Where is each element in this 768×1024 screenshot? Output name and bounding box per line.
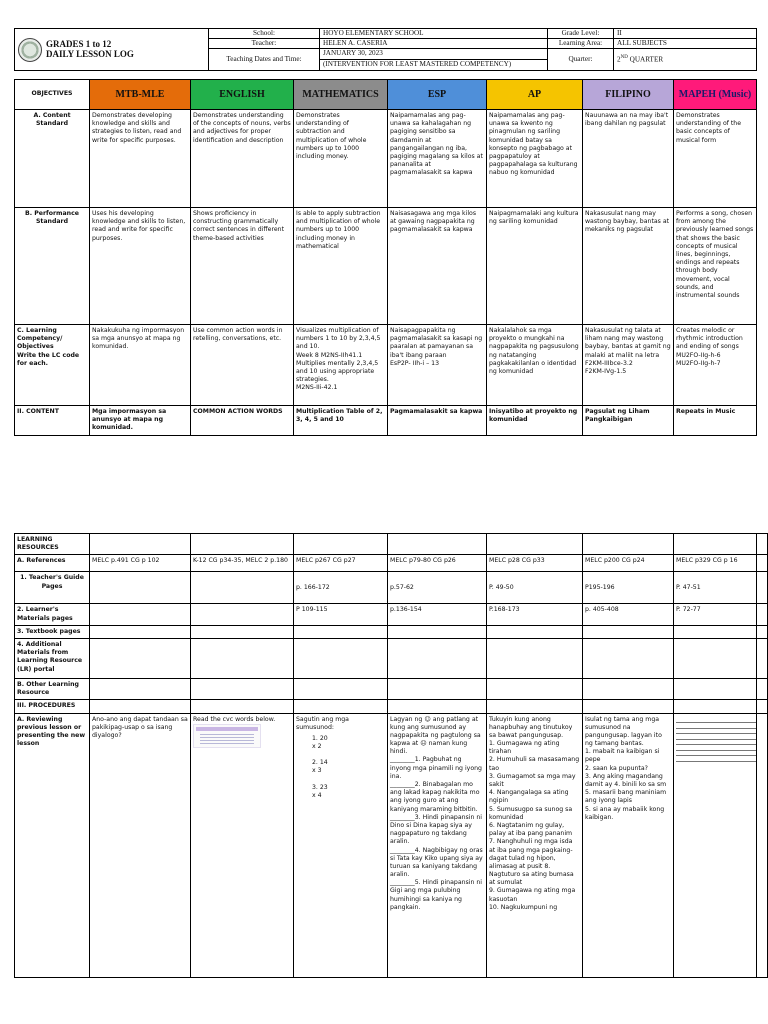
row-3-cell-4: Naisapagpapakita ng pagmamalasakit sa kasapi ng paaralan at pamayanan sa iba't ibang paraan EsP2P- IIh-i – 13 xyxy=(388,325,487,406)
row-1-cell-5: Naipamamalas ang pag-unawa sa kwento ng pinagmulan ng sariling komunidad batay sa konsepto ng pagbabago at pagpapatuloy at pagpapahalaga sa kulturang nabuo ng komunidad xyxy=(487,110,583,208)
subject-header-6: FILIPINO xyxy=(583,80,674,110)
other-resource-label: B. Other Learning Resource xyxy=(15,678,90,699)
review-math-intro: Sagutin ang mga sumusunod: xyxy=(296,715,349,731)
learning-area-value: ALL SUBJECTS xyxy=(614,39,757,49)
teaching-dates-label: Teaching Dates and Time: xyxy=(209,49,320,71)
review-filipino: Isulat ng tama ang mga sumusunod na pangungusap. lagyan ito ng tamang bantas. 1. mabait na kaibigan si pepe 2. saan ka pupunta? 3. Ang aking magandang damit ay 4. binili ko sa sm 5. masarii bang maniniam ang iyong lapis 5. si ana ay mabaiik kong kaibigan. xyxy=(583,713,674,977)
row-3-cell-3: Visualizes multiplication of numbers 1 to 10 by 2,3,4,5 and 10. Week 8 M2NS-IIh41.1 Multiplies mentally 2,3,4,5 and 10 using appropriate strategies. M2NS-IIi-42.1 xyxy=(294,325,388,406)
row-4-cell-7: Repeats in Music xyxy=(674,406,757,436)
review-ap: Tukuyin kung anong hanapbuhay ang tinutukoy sa bawat pangungusap. 1. Gumagawa ng ating tirahan 2. Humuhuli sa masasamang tao 3. Gumagamot sa mga may sakit 4. Nangangalaga sa ating ngipin 5. Sumusugpo sa sunog sa komunidad 6. Nagtatanim ng gulay, palay at iba pang pananim 7. Nanghuhuli ng mga isda at iba pang mga pagkaing-dagat tulad ng hipon, alimasag at pusit 8. Nagtuturo sa ating bumasa at sumulat 9. Gumagawa ng ating mga kasuotan 10. Nagkukumpuni ng xyxy=(487,713,583,977)
row-1-cell-6: Nauunawa an na may iba't ibang dahilan ng pagsulat xyxy=(583,110,674,208)
lesson-log-header xyxy=(14,28,756,70)
row-1-cell-2: Demonstrates understanding of the concepts of nouns, verbs and adjectives for proper identification and description xyxy=(191,110,294,208)
row-1-cell-3: Demonstrates understanding of subtraction and multiplication of whole numbers up to 1000 including money. xyxy=(294,110,388,208)
deped-seal-icon xyxy=(18,38,42,62)
review-english-text: Read the cvc words below. xyxy=(193,715,276,723)
references-label: A. References xyxy=(15,555,90,572)
learners-materials-cell-6: p. 405-408 xyxy=(583,604,674,625)
row-3-cell-6: Nakasusulat ng talata at liham nang may wastong baybay, bantas at gamit ng malaki at maliit na letra F2KM-IIIbce-3.2 F2KM-IVg-1.5 xyxy=(583,325,674,406)
row-4-cell-3: Multiplication Table of 2, 3, 4, 5 and 10 xyxy=(294,406,388,436)
row-2-cell-7: Performs a song, chosen from among the previously learned songs that shows the basic concepts of musical lines, beginnings, endings and repeats through body movement, vocal sounds, and instrumental sounds xyxy=(674,208,757,325)
reference-cell-4: MELC p79-80 CG p26 xyxy=(388,555,487,572)
subject-header-3: MATHEMATICS xyxy=(294,80,388,110)
review-mapeh xyxy=(674,713,757,977)
intervention-note: (INTERVENTION FOR LEAST MASTERED COMPETENCY) xyxy=(320,60,548,71)
learning-resources-header: LEARNING RESOURCES xyxy=(15,534,90,555)
teachers-guide-cell-1 xyxy=(90,572,191,604)
reference-cell-3: MELC p267 CG p27 xyxy=(294,555,388,572)
quarter-label: Quarter: xyxy=(548,49,614,71)
subject-header-7: MAPEH (Music) xyxy=(674,80,757,110)
teachers-guide-cell-6: P195-196 xyxy=(583,572,674,604)
resources-table xyxy=(14,533,768,978)
cvc-words-image xyxy=(193,724,261,748)
row-4-cell-2: COMMON ACTION WORDS xyxy=(191,406,294,436)
teachers-guide-label: 1. Teacher's Guide Pages xyxy=(15,572,90,604)
row-3-cell-7: Creates melodic or rhythmic introduction and ending of songs MU2FO-IIg-h-6 MU2FO-IIg-h-7 xyxy=(674,325,757,406)
reference-cell-2: K-12 CG p34-35, MELC 2 p.180 xyxy=(191,555,294,572)
review-english xyxy=(191,713,294,977)
learners-materials-cell-2 xyxy=(191,604,294,625)
row-label-2: B. Performance Standard xyxy=(15,208,90,325)
row-4-cell-6: Pagsulat ng Liham Pangkaibigan xyxy=(583,406,674,436)
row-3-cell-5: Nakalalahok sa mga proyekto o mungkahi na nagpapakita ng pagsusulong ng natatanging pagkakakilanlan o identidad ng komunidad xyxy=(487,325,583,406)
math-item-2: 2. 14 x 3 xyxy=(312,759,328,775)
subject-header-5: AP xyxy=(487,80,583,110)
learners-materials-cell-5: P.168-173 xyxy=(487,604,583,625)
school-label: School: xyxy=(209,29,320,39)
row-label-4: II. CONTENT xyxy=(15,406,90,436)
row-3-cell-2: Use common action words in retelling, conversations, etc. xyxy=(191,325,294,406)
reviewing-lesson-label: A. Reviewing previous lesson or presenting the new lesson xyxy=(15,713,90,977)
grade-level-value: II xyxy=(614,29,757,39)
grade-level-label: Grade Level: xyxy=(548,29,614,39)
teachers-guide-cell-4: p.57-62 xyxy=(388,572,487,604)
objectives-header: OBJECTIVES xyxy=(15,80,90,110)
learners-materials-cell-3: P 109-115 xyxy=(294,604,388,625)
learners-materials-cell-7: P. 72-77 xyxy=(674,604,757,625)
row-3-cell-1: Nakakukuha ng impormasyon sa mga anunsyo at mapa ng komunidad. xyxy=(90,325,191,406)
teachers-guide-cell-5: P. 49-50 xyxy=(487,572,583,604)
row-4-cell-5: Inisyatibo at proyekto ng komunidad xyxy=(487,406,583,436)
reference-cell-1: MELC p.491 CG p 102 xyxy=(90,555,191,572)
log-title-line1: GRADES 1 to 12 xyxy=(46,38,112,49)
math-item-3: 3. 23 x 4 xyxy=(312,783,328,799)
teachers-guide-cell-2 xyxy=(191,572,294,604)
row-2-cell-5: Naipagmamalaki ang kultura ng sariling komunidad xyxy=(487,208,583,325)
row-label-3: C. Learning Competency/ Objectives Write the LC code for each. xyxy=(15,325,90,406)
review-math xyxy=(294,713,388,977)
subject-header-2: ENGLISH xyxy=(191,80,294,110)
row-2-cell-3: Is able to apply subtraction and multiplication of whole numbers up to 1000 including money in mathematical xyxy=(294,208,388,325)
row-2-cell-4: Naisasagawa ang mga kilos at gawaing nagpapakita ng pagmamalasakit sa kapwa xyxy=(388,208,487,325)
row-1-cell-4: Naipamamalas ang pag-unawa sa kahalagahan ng pagiging sensitibo sa damdamin at pangangailangan ng iba, pagiging magalang sa kilos at pananalita at pagmamalasakit sa kapwa xyxy=(388,110,487,208)
teaching-date-value: JANUARY 30, 2023 xyxy=(320,49,548,60)
additional-materials-label: 4. Additional Materials from Learning Resource (LR) portal xyxy=(15,638,90,678)
teacher-label: Teacher: xyxy=(209,39,320,49)
school-value: HOYO ELEMENTARY SCHOOL xyxy=(320,29,548,39)
teachers-guide-cell-3: p. 166-172 xyxy=(294,572,388,604)
procedures-label: III. PROCEDURES xyxy=(15,700,90,713)
learners-materials-cell-4: p.136-154 xyxy=(388,604,487,625)
row-1-cell-7: Demonstrates understanding of the basic concepts of musical form xyxy=(674,110,757,208)
reference-cell-7: MELC p329 CG p 16 xyxy=(674,555,757,572)
textbook-pages-label: 3. Textbook pages xyxy=(15,625,90,638)
teacher-value: HELEN A. CASERIA xyxy=(320,39,548,49)
math-item-1: 1. 20 x 2 xyxy=(312,734,328,751)
subject-header-4: ESP xyxy=(388,80,487,110)
review-mtb: Ano-ano ang dapat tandaan sa pakikipag-usap o sa isang diyalogo? xyxy=(90,713,191,977)
row-4-cell-4: Pagmamalasakit sa kapwa xyxy=(388,406,487,436)
logo-cell xyxy=(15,29,209,71)
reference-cell-6: MELC p200 CG p24 xyxy=(583,555,674,572)
sheet-music-image xyxy=(676,716,756,770)
row-2-cell-6: Nakasusulat nang may wastong baybay, bantas at mekaniks ng pagsulat xyxy=(583,208,674,325)
teachers-guide-cell-7: P. 47-51 xyxy=(674,572,757,604)
quarter-value: 2ND QUARTER xyxy=(614,49,757,71)
learners-materials-label: 2. Learner's Materials pages xyxy=(15,604,90,625)
objectives-table xyxy=(14,79,757,436)
subject-header-1: MTB-MLE xyxy=(90,80,191,110)
learners-materials-cell-1 xyxy=(90,604,191,625)
review-esp: Lagyan ng ☺ ang patlang at kung ang sumusunod ay nagpapakita ng pagtulong sa kapwa at ☹ naman kung hindi. ________1. Pagbuhat ng inyong mga pinamili ng iyong ina. ________2. Binabagalan mo ang lakad kapag nakikita mo ang iyong guro at ang kaniyang maraming bitbitin. ________3. Hindi pinapansin ni Dino si Dina kapag siya ay nagpapaturo ng takdang aralin. ________4. Nagbibigay ng oras si Tata kay Kiko upang siya ay turuan sa kaniyang takdang aralin. ________5. Hindi pinapansin ni Gigi ang mga pulubing humihingi sa kaniya ng pangkain. xyxy=(388,713,487,977)
row-2-cell-1: Uses his developing knowledge and skills to listen, read and write for specific purposes. xyxy=(90,208,191,325)
reference-cell-5: MELC p28 CG p33 xyxy=(487,555,583,572)
row-1-cell-1: Demonstrates developing knowledge and skills and strategies to listen, read and write for specific purposes. xyxy=(90,110,191,208)
learning-area-label: Learning Area: xyxy=(548,39,614,49)
row-4-cell-1: Mga impormasyon sa anunsyo at mapa ng komunidad. xyxy=(90,406,191,436)
row-2-cell-2: Shows proficiency in constructing grammatically correct sentences in different theme-based activities xyxy=(191,208,294,325)
row-label-1: A. Content Standard xyxy=(15,110,90,208)
log-title-line2: DAILY LESSON LOG xyxy=(46,48,134,59)
